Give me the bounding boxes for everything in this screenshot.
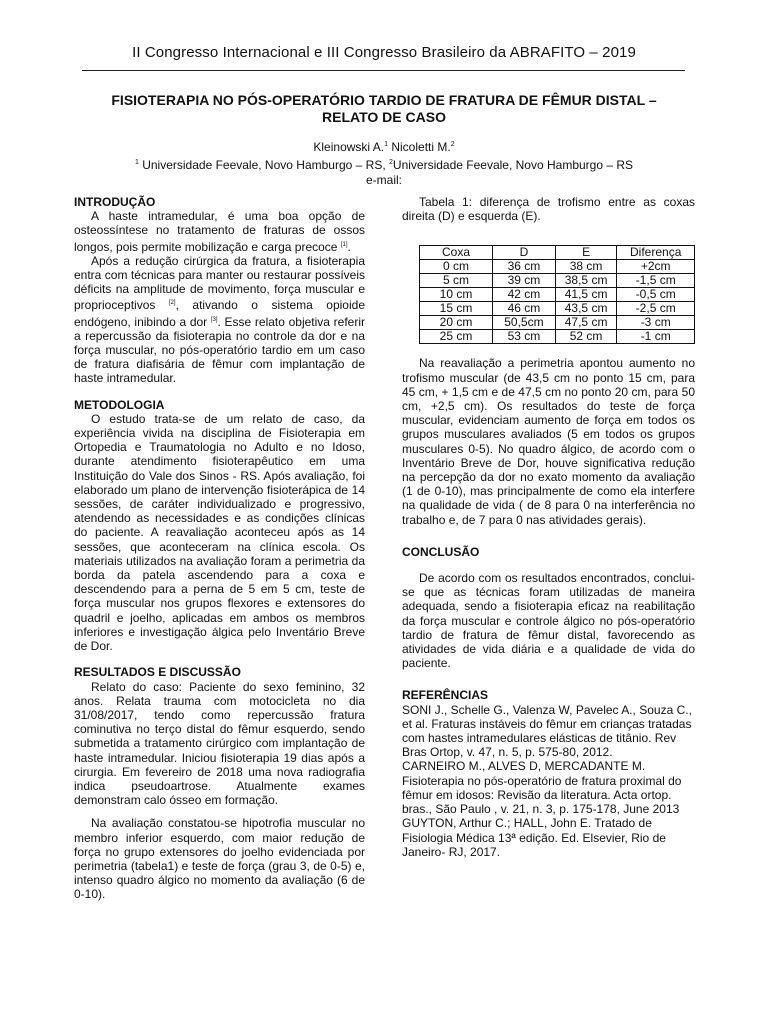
table-cell: 36 cm bbox=[493, 260, 556, 274]
right-column bbox=[402, 195, 695, 859]
table-cell: 10 cm bbox=[420, 288, 493, 302]
references-heading: REFERÊNCIAS bbox=[402, 688, 489, 703]
table-cell: 42 cm bbox=[493, 288, 556, 302]
affiliation-1-sup: 1 bbox=[134, 159, 139, 166]
title-line-2: RELATO DE CASO bbox=[322, 109, 446, 125]
intro-p2-text-b: , ativando o sistema opioide endógeno, inibindo a dor bbox=[74, 298, 365, 329]
table-row bbox=[420, 288, 695, 302]
results-paragraph-2: Na avaliação constatou-se hipotrofia muscular no membro inferior esquerdo, com maior redução de força no grupo extensores do joelho evidenciada por perimetria (tabela1) e teste de força (grau 3, de 0-5) e, intenso quadro álgico no momento da avaliação (6 de 0-10). bbox=[74, 816, 365, 902]
intro-paragraph-1 bbox=[74, 209, 365, 254]
table-cell: 38 cm bbox=[555, 260, 617, 274]
intro-heading: INTRODUÇÃO bbox=[74, 195, 156, 209]
table-caption: Tabela 1: diferença de trofismo entre as coxas direita (D) e esquerda (E). bbox=[402, 195, 695, 224]
intro-p2-citation-1: [2] bbox=[168, 300, 176, 307]
reference-item: SONI J., Schelle G., Valenza W, Pavelec A., Souza C., et al. Fraturas instáveis do fêmur em crianças tratadas com hastes intramedulares elásticas de titânio. Rev Bras Ortop, v. 47, n. 5, p. 575-80, 2012. bbox=[402, 702, 692, 760]
method-heading: METODOLOGIA bbox=[74, 397, 165, 412]
intro-p2-text-c: . Esse relato objetiva referir a repercussão da fisioterapia no controle da dor e na força muscular, no pós-operatório tardio em um caso de fratura diafisária de fêmur com implantação de haste intramedular. bbox=[74, 314, 365, 386]
table-cell: 47,5 cm bbox=[555, 316, 617, 330]
table-row bbox=[420, 260, 695, 274]
table-cell: 39 cm bbox=[493, 274, 556, 288]
results-paragraph-1: Relato do caso: Paciente do sexo feminino, 32 anos. Relata trauma com motocicleta no dia 31/08/2017, tendo como repercussão fratura cominutiva no terço distal do fêmur esquerdo, sendo submetida a tratamento cirúrgico com implantação de haste intramedular. Iniciou fisioterapia 19 dias após a cirurgia. Em fevereiro de 2018 uma nova radiografia indica pseudoartrose. Atualmente exames demonstram calo ósseo em formação. bbox=[74, 679, 365, 808]
intro-p1-citation: [1] bbox=[340, 241, 348, 248]
table-cell: +2cm bbox=[617, 260, 695, 274]
table-cell: 38,5 cm bbox=[555, 274, 617, 288]
table-cell: 20 cm bbox=[420, 316, 493, 330]
intro-p2-text-a: Após a redução cirúrgica da fratura, a fisioterapia entra com técnicas para manter ou restaurar possíveis déficits na amplitude de movimento, força muscular e proprioceptivos bbox=[74, 253, 365, 313]
table-header-row bbox=[420, 246, 695, 260]
intro-p2-citation-2: [3] bbox=[210, 316, 218, 323]
table-cell: 5 cm bbox=[420, 274, 493, 288]
affiliation-2: Universidade Feevale, Novo Hamburgo – RS bbox=[392, 158, 634, 172]
author-2: Nicoletti M. bbox=[391, 140, 451, 154]
reference-item: GUYTON, Arthur C.; HALL, John E. Tratado de Fisiologia Médica 13ª edição. Ed. Elsevier, Rio de Janeiro- RJ, 2017. bbox=[402, 816, 666, 859]
trofismo-table bbox=[419, 245, 695, 344]
affiliations bbox=[0, 155, 768, 173]
table-row bbox=[420, 302, 695, 316]
title-line-1: FISIOTERAPIA NO PÓS-OPERATÓRIO TARDIO DE FRATURA DE FÊMUR DISTAL – bbox=[111, 92, 657, 108]
table-cell: 0 cm bbox=[420, 260, 493, 274]
author-names bbox=[0, 137, 768, 155]
table-cell: 25 cm bbox=[420, 330, 493, 344]
affiliation-2-sup: 2 bbox=[389, 159, 393, 166]
table-cell: 53 cm bbox=[493, 330, 556, 344]
table-cell: 41,5 cm bbox=[555, 288, 617, 302]
conclusion-heading: CONCLUSÃO bbox=[402, 544, 480, 559]
table-row bbox=[420, 316, 695, 330]
paper-title bbox=[60, 92, 708, 126]
table-cell: -0,5 cm bbox=[617, 288, 695, 302]
table-cell: 43,5 cm bbox=[555, 302, 617, 316]
conclusion-paragraph: De acordo com os resultados encontrados, conclui-se que as técnicas foram utilizadas de maneira adequada, sendo a fisioterapia eficaz na reabilitação da força muscular e controle álgico no pós-operatório tardio de fratura de fêmur distal, favorecendo as atividades de vida diária e a qualidade de vida do paciente. bbox=[402, 571, 695, 671]
table-header-cell: D bbox=[493, 246, 556, 260]
table-cell: -3 cm bbox=[617, 316, 695, 330]
method-paragraph: O estudo trata-se de um relato de caso, da experiência vivida na disciplina de Fisioterapia em Ortopedia e Traumatologia no Adulto e no Idoso, durante atendimento fisioterapêutico em uma Instituição do Vale dos Sinos - RS. Após avaliação, foi elaborado um plano de intervenção fisioterápica de 14 sessões, de caráter individualizado e progressivo, atendendo as necessidades e as condições clínicas do paciente. A reavaliação aconteceu após as 14 sessões, que aconteceram na clínica escola. Os materiais utilizados na avaliação foram a perimetria da borda da patela ascendendo para a coxa e descendendo para a perna de 5 em 5 cm, teste de força muscular nos grupos flexores e extensores do quadril e joelho, aplicadas em ambos os membros inferiores e investigação álgica pelo Inventário Breve de Dor. bbox=[74, 411, 365, 654]
intro-paragraph-2 bbox=[74, 254, 365, 386]
affiliation-1: Universidade Feevale, Novo Hamburgo – RS, bbox=[142, 158, 386, 172]
left-column bbox=[74, 195, 365, 902]
reassessment-paragraph: Na reavaliação a perimetria apontou aumento no trofismo muscular (de 43,5 cm no ponto 15 cm, para 45 cm, + 1,5 cm e de 47,5 cm no ponto 20 cm, para 50 cm, +2,5 cm). Os resultados do teste de força muscular, evidenciam aumento de força em todos os grupos musculares avaliados (5 em todos os grupos musculares 0-5). No quadro álgico, de acordo com o Inventário Breve de Dor, houve significativa redução na percepção da dor no exato momento da avaliação (1 de 0-10), mas principalmente de como ela interfere na qualidade de vida ( de 8 para 0 na interferência no trabalho e, de 7 para 0 nas atividades gerais). bbox=[402, 356, 695, 527]
table-cell: -1 cm bbox=[617, 330, 695, 344]
table-cell: -1,5 cm bbox=[617, 274, 695, 288]
table-cell: -2,5 cm bbox=[617, 302, 695, 316]
reference-item: CARNEIRO M., ALVES D, MERCADANTE M. Fisioterapia no pós-operatório de fratura proximal do fêmur em idosos: Revisão da literatura. Acta ortop. bras., São Paulo , v. 21, n. 3, p. 175-178, June 2013 bbox=[402, 759, 682, 817]
table-cell: 15 cm bbox=[420, 302, 493, 316]
header-rule bbox=[82, 70, 685, 71]
table-header-cell: E bbox=[555, 246, 617, 260]
intro-p1-text: A haste intramedular, é uma boa opção de osteossíntese no tratamento de fraturas de ossos longos, pois permite mobilização e carga precoce bbox=[74, 209, 365, 254]
table-cell: 50,5cm bbox=[493, 316, 556, 330]
intro-p1-end: . bbox=[347, 239, 351, 254]
table-row bbox=[420, 330, 695, 344]
author-2-sup: 2 bbox=[450, 141, 455, 148]
table-cell: 46 cm bbox=[493, 302, 556, 316]
congress-header: II Congresso Internacional e III Congresso Brasileiro da ABRAFITO – 2019 bbox=[132, 44, 636, 61]
table-header-cell: Diferença bbox=[617, 246, 695, 260]
table-row bbox=[420, 274, 695, 288]
table-cell: 52 cm bbox=[555, 330, 617, 344]
table-header-cell: Coxa bbox=[420, 246, 493, 260]
author-1: Kleinowski A. bbox=[313, 140, 385, 154]
author-1-sup: 1 bbox=[384, 141, 388, 148]
authors-block bbox=[0, 137, 768, 188]
results-heading: RESULTADOS E DISCUSSÃO bbox=[74, 665, 241, 680]
email-line: e-mail: bbox=[365, 173, 402, 187]
